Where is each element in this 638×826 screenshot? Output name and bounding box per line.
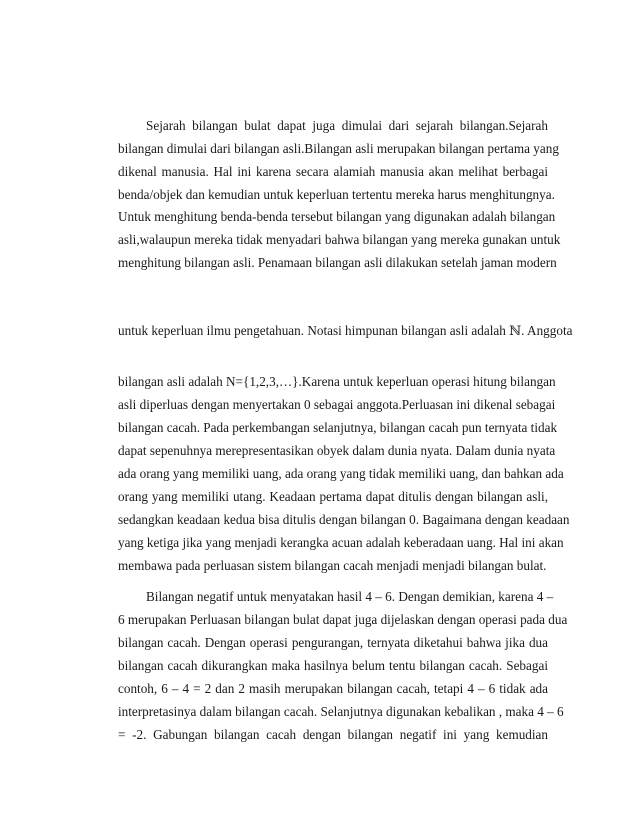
text-line: contoh, 6 – 4 = 2 dan 2 masih merupakan bilangan cacah, tetapi 4 – 6 tidak ada	[118, 681, 548, 696]
text-line: asli diperluas dengan menyertakan 0 sebagai anggota.Perluasan ini dikenal sebagai	[118, 397, 556, 412]
text-line: bilangan cacah. Pada perkembangan selanjutnya, bilangan cacah pun ternyata tidak	[118, 420, 558, 435]
text-line: sedangkan keadaan kedua bisa ditulis dengan bilangan 0. Bagaimana dengan keadaan	[118, 512, 570, 527]
text-line: asli,walaupun mereka tidak menyadari bahwa bilangan yang mereka gunakan untuk	[118, 232, 561, 247]
text-line: Sejarah bilangan bulat dapat juga dimulai dari sejarah bilangan.Sejarah	[146, 118, 548, 133]
text-line: untuk keperluan ilmu pengetahuan. Notasi himpunan bilangan asli adalah ℕ. Anggota	[118, 323, 573, 338]
text-line: dikenal manusia. Hal ini karena secara alamiah manusia akan melihat berbagai	[118, 164, 548, 179]
text-line: bilangan cacah dikurangkan maka hasilnya belum tentu bilangan cacah. Sebagai	[118, 658, 548, 673]
text-line: Untuk menghitung benda-benda tersebut bilangan yang digunakan adalah bilangan	[118, 209, 556, 224]
text-line: benda/objek dan kemudian untuk keperluan tertentu mereka harus menghitungnya.	[118, 187, 555, 202]
text-line: orang yang memiliki utang. Keadaan pertama dapat ditulis dengan bilangan asli,	[118, 489, 548, 504]
text-line: = -2. Gabungan bilangan cacah dengan bilangan negatif ini yang kemudian	[118, 727, 548, 742]
text-line: yang ketiga jika yang menjadi kerangka acuan adalah keberadaan uang. Hal ini akan	[118, 535, 564, 550]
text-line: menghitung bilangan asli. Penamaan bilangan asli dilakukan setelah jaman modern	[118, 255, 557, 270]
text-line: bilangan asli adalah N={1,2,3,…}.Karena untuk keperluan operasi hitung bilangan	[118, 374, 556, 389]
text-line: bilangan cacah. Dengan operasi pengurangan, ternyata diketahui bahwa jika dua	[118, 635, 548, 650]
text-line: interpretasinya dalam bilangan cacah. Selanjutnya digunakan kebalikan , maka 4 – 6	[118, 704, 564, 719]
text-line: ada orang yang memiliki uang, ada orang yang tidak memiliki uang, dan bahkan ada	[118, 466, 564, 481]
text-line: bilangan dimulai dari bilangan asli.Bilangan asli merupakan bilangan pertama yang	[118, 141, 559, 156]
text-line: Bilangan negatif untuk menyatakan hasil 4 – 6. Dengan demikian, karena 4 –	[146, 589, 554, 604]
text-line: 6 merupakan Perluasan bilangan bulat dapat juga dijelaskan dengan operasi pada dua	[118, 612, 568, 627]
text-line: dapat sepenuhnya merepresentasikan obyek dalam dunia nyata. Dalam dunia nyata	[118, 443, 556, 458]
text-line: membawa pada perluasan sistem bilangan cacah menjadi menjadi bilangan bulat.	[118, 558, 547, 573]
